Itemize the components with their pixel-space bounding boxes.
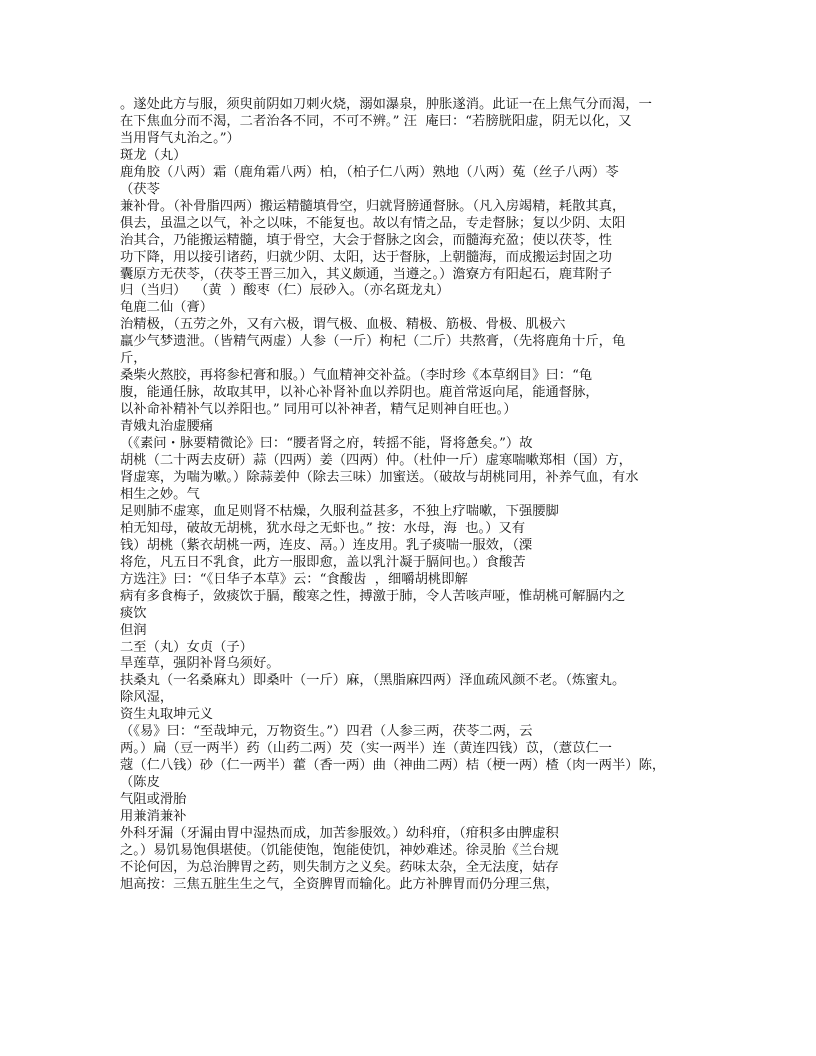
- text-line: 扶桑丸（一名桑麻丸）即桑叶（一斤）麻，（黑脂麻四两）泽血疏风颜不老。（炼蜜丸。: [120, 673, 626, 689]
- text-line: 治精极，（五劳之外，又有六极，谓气极、血极、精极、筋极、骨极、肌极六: [120, 317, 566, 333]
- text-line: 斑龙（丸）: [120, 147, 187, 163]
- document-page: [120, 97, 710, 894]
- text-line: 治其合，乃能搬运精髓，填于骨空，大会于督脉之囟会，而髓海充盈；使以茯苓，性: [120, 232, 612, 248]
- text-line: 二至（丸）女贞（子）: [120, 639, 253, 655]
- text-line: 归（当归） （黄 ）酸枣（仁）辰砂入。（亦名斑龙丸）: [120, 283, 450, 299]
- text-line: 将危，凡五日不乳食，此方一服即愈，盖以乳汁凝于膈间也。）食酸苦: [120, 554, 526, 570]
- text-line: 青娥丸治虚腰痛: [120, 419, 214, 435]
- text-line: 以补命补精补气以养阳也。” 同用可以补神者，精气足则神自旺也。）: [120, 402, 517, 418]
- text-line: 当用肾气丸治之。”）: [120, 130, 240, 146]
- text-line: 除风湿，: [120, 690, 174, 706]
- text-line: 痰饮: [120, 605, 147, 621]
- text-line: 胡桃（二十两去皮研）蒜（四两）姜（四两）仲。（杜仲一斤）虚寒喘嗽郑相（国）方，: [120, 453, 632, 469]
- text-line: 羸少气梦遗泄。（皆精气两虚）人参（一斤）枸杞（二斤）共熬膏，（先将鹿角十斤，龟: [120, 334, 626, 350]
- text-line: （《素问・脉要精微论》曰：“腰者肾之府，转摇不能，肾将惫矣。”）故: [120, 436, 533, 452]
- text-line: 功下降，用以接引诸药，归就少阴、太阳，达于督脉，上朝髓海，而成搬运封固之功: [120, 249, 612, 265]
- text-line: 钱）胡桃（紫衣胡桃一两，连皮、鬲。）连皮用。乳子痰喘一服效，（溧: [120, 537, 533, 553]
- text-line: 囊原方无茯苓，（茯苓王晋三加入，其义颇通，当遵之。）澹寮方有阳起石，鹿茸附子: [120, 266, 612, 282]
- text-line: （茯苓: [120, 181, 160, 197]
- text-line: 两。）扁（豆一两半）药（山药二两）芡（实一两半）连（黄连四钱）苡，（薏苡仁一: [120, 741, 612, 757]
- text-line: 用兼消兼补: [120, 809, 187, 825]
- text-line: 。遂处此方与服，须臾前阴如刀刺火烧，溺如瀑泉，肿胀遂消。此证一在上焦气分而渴，一: [120, 97, 652, 112]
- text-line: 资生丸取坤元义: [120, 707, 214, 723]
- text-line: 柏无知母，破故无胡桃，犹水母之无虾也。” 按：水母，海 也。）又有: [120, 520, 526, 536]
- text-line: 足则肺不虚寒，血足则肾不枯燥，久服利益甚多，不独上疗喘嗽，下强腰脚: [120, 503, 559, 519]
- text-line: （《易》曰：“至哉坤元，万物资生。”）四君（人参三两，茯苓二两，云: [120, 724, 533, 740]
- text-line: 兼补骨。（补骨脂四两）搬运精髓填骨空，归就肾膀通督脉。（凡入房竭精，耗散其真，: [120, 198, 626, 214]
- text-line: （陈皮: [120, 775, 160, 791]
- text-line: 旭高按：三焦五脏生生之气，全资脾胃而输化。此方补脾胃而仍分理三焦，: [120, 876, 559, 892]
- text-line: 但润: [120, 622, 147, 638]
- text-line: 蔻（仁八钱）砂（仁一两半）藿（香一两）曲（神曲二两）桔（梗一两）楂（肉一两半）陈，: [120, 758, 666, 774]
- text-line: 龟鹿二仙（膏）: [120, 300, 214, 316]
- text-line: 外科牙漏（牙漏由胃中湿热而成，加苦参服效。）幼科疳，（疳积多由脾虚积: [120, 825, 559, 841]
- text-line: 病有多食梅子，敛痰饮于膈，酸寒之性，搏激于肺，令人苦咳声哑，惟胡桃可解膈内之: [120, 588, 626, 604]
- text-line: 斤，: [120, 351, 147, 367]
- text-line: 相生之妙。气: [120, 486, 200, 502]
- text-line: 方选注》曰：“《日华子本草》云：“食酸齿 ，细嚼胡桃即解: [120, 571, 468, 587]
- text-line: 俱去，虽温之以气，补之以味，不能复也。故以有情之品，专走督脉；复以少阴、太阳: [120, 215, 626, 231]
- text-line: 在下焦血分而不渴，二者治各不同，不可不辨。” 汪 庵曰：“若膀胱阳虚，阴无以化，又: [120, 113, 632, 129]
- text-line: 旱莲草，强阴补肾乌须好。: [120, 656, 280, 672]
- text-line: 鹿角胶（八两）霜（鹿角霜八两）柏，（柏子仁八两）熟地（八两）菟（丝子八两）苓: [120, 164, 619, 180]
- text-line: 腹，能通任脉，故取其甲，以补心补肾补血以养阴也。鹿首常返向尾，能通督脉，: [120, 385, 599, 401]
- text-line: 之。）易饥易饱俱堪使。（饥能使饱，饱能使饥，神妙难述。徐灵胎《兰台规: [120, 842, 559, 858]
- text-line: 桑柴火熬胶，再将参杞膏和服。）气血精神交补益。（李时珍《本草纲目》曰：“龟: [120, 368, 593, 384]
- text-line: 气阻或滑胎: [120, 792, 187, 808]
- text-line: 肾虚寒，为喘为嗽。）除蒜姜仲（除去三味）加蜜送。（破故与胡桃同用，补养气血，有水: [120, 469, 639, 485]
- text-line: 不论何因，为总治脾胃之药，则失制方之义矣。药味太杂，全无法度，姑存: [120, 859, 559, 875]
